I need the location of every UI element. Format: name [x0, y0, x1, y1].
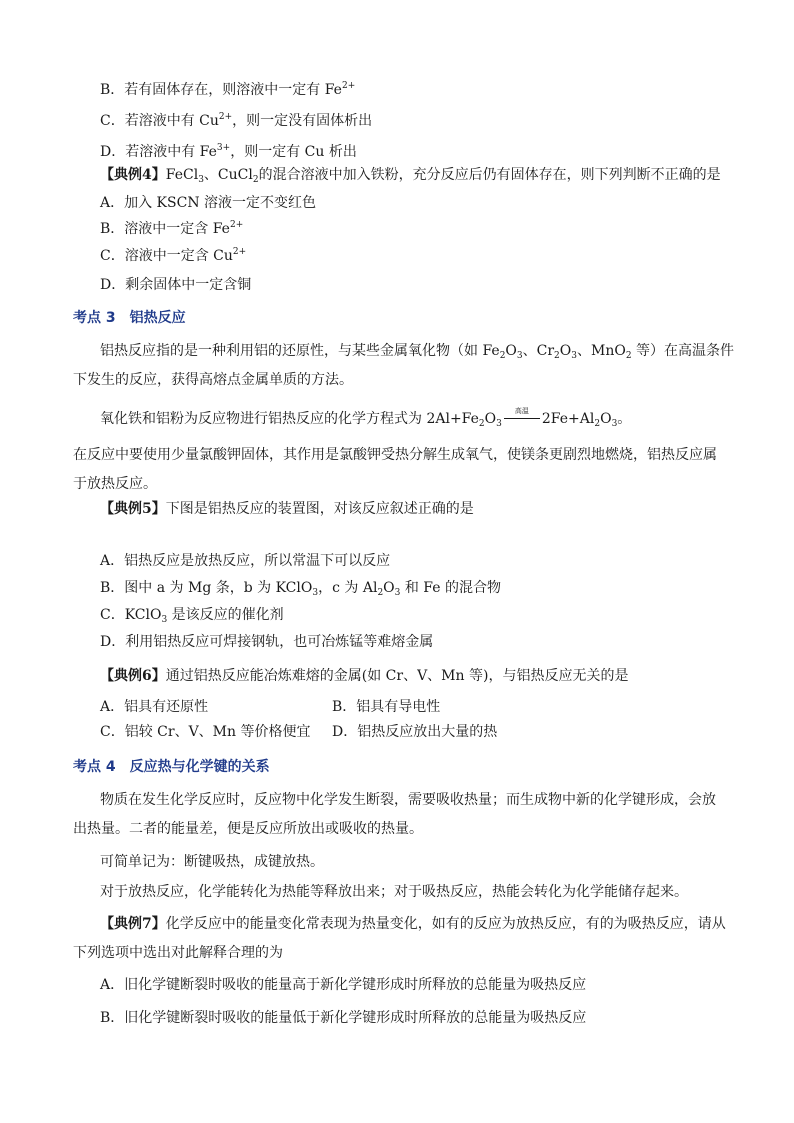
- option-text: D．若溶液中有 Fe: [100, 144, 217, 160]
- superscript: 2+: [232, 247, 247, 257]
- reaction-condition-arrow: [502, 409, 542, 429]
- superscript: 2+: [229, 220, 244, 230]
- subscript: 3: [611, 419, 618, 429]
- example-6-option-b: B．铝具有导电性: [332, 699, 441, 715]
- subscript: 3: [198, 175, 204, 185]
- section-3-paragraph-1-line-1: [100, 341, 734, 361]
- example-7-stem-line-1: [100, 914, 726, 934]
- section-4-paragraph-3: 对于放热反应，化学能转化为热能等释放出来；对于吸热反应，热能会转化为化学能储存起来。: [100, 884, 688, 900]
- text: O: [559, 343, 572, 359]
- example-5-option-b: [100, 578, 501, 598]
- example-4-option-a: A．加入 KSCN 溶液一定不变红色: [100, 195, 317, 211]
- example-6-option-c: C．铝较 Cr、V、Mn 等价格便宜: [100, 724, 311, 740]
- section-4-paragraph-1-line-2: 出热量。二者的能量差，便是反应所放出或吸收的热量。: [73, 821, 423, 837]
- text: 、MnO: [577, 343, 626, 359]
- option-text: B．溶液中一定含 Fe: [100, 221, 230, 237]
- section-3-equation-line: [100, 409, 631, 429]
- section-title: 铝热反应: [129, 310, 186, 326]
- example-7-stem-line-2: 下列选项中选出对此解释合理的为: [73, 945, 283, 961]
- option-text-post: ，则一定有 Cu 析出: [230, 144, 357, 160]
- subscript: 2: [554, 351, 560, 361]
- text: O: [484, 411, 497, 427]
- example-tag: 【典例4】: [100, 167, 166, 183]
- option-text: C．溶液中一定含 Cu: [100, 248, 233, 264]
- example-6-stem: [100, 666, 628, 686]
- subscript: 3: [516, 351, 523, 361]
- text: O: [600, 411, 612, 427]
- stem-part: FeCl: [165, 167, 199, 183]
- subscript: 3: [496, 419, 502, 429]
- example-tag: 【典例6】: [100, 668, 166, 684]
- superscript: 3+: [216, 143, 231, 153]
- example-6-option-d: D．铝热反应放出大量的热: [332, 724, 498, 740]
- section-number: 考点 3: [73, 310, 116, 326]
- example-7-option-b: B．旧化学键断裂时吸收的能量低于新化学键形成时所释放的总能量为吸热反应: [100, 1010, 587, 1026]
- section-3-paragraph-3-line-2: 于放热反应。: [73, 476, 157, 492]
- section-title: 反应热与化学键的关系: [129, 759, 270, 775]
- stem-part: 、CuCl: [203, 167, 253, 183]
- example-4-option-b: [100, 219, 243, 239]
- text: 和 Fe 的混合物: [400, 580, 501, 596]
- text: 2Fe+Al: [541, 411, 595, 427]
- option-text: B．若有固体存在，则溶液中一定有 Fe: [100, 82, 342, 98]
- section-3-paragraph-3-line-1: 在反应中要使用少量氯酸钾固体，其作用是氯酸钾受热分解生成氧气，使镁条更剧烈地燃烧，铝热反应属: [73, 447, 717, 463]
- stem-text: 通过铝热反应能冶炼难熔的金属(如 Cr、V、Mn 等)，与铝热反应无关的是: [165, 668, 629, 684]
- example-6-option-a: A．铝具有还原性: [100, 699, 209, 715]
- text: O: [383, 580, 395, 596]
- text: 氧化铁和铝粉为反应物进行铝热反应的化学方程式为 2Al+Fe: [100, 411, 479, 427]
- example-tag: 【典例7】: [100, 916, 166, 932]
- text: O: [505, 343, 517, 359]
- subscript: 2: [252, 175, 259, 185]
- subscript: 3: [312, 588, 319, 598]
- text: 。: [617, 411, 632, 427]
- example-5-option-c: [100, 605, 284, 625]
- section-3-paragraph-1-line-2: 下发生的反应，获得高熔点金属单质的方法。: [73, 372, 353, 388]
- text: 是该反应的催化剂: [167, 607, 284, 623]
- example-4-stem: [100, 165, 721, 185]
- subscript: 2: [377, 588, 384, 598]
- option-text-post: ，则一定没有固体析出: [232, 113, 373, 129]
- text: 铝热反应指的是一种利用铝的还原性，与某些金属氧化物（如 Fe: [100, 343, 500, 359]
- stem-text: 化学反应中的能量变化常表现为热量变化，如有的反应为放热反应，有的为吸热反应，请从: [165, 916, 726, 932]
- example-7-option-a: A．旧化学键断裂时吸收的能量高于新化学键形成时所释放的总能量为吸热反应: [100, 977, 587, 993]
- example-5-option-d: D．利用铝热反应可焊接钢轨，也可冶炼锰等难熔金属: [100, 634, 434, 650]
- subscript: 3: [161, 615, 168, 625]
- example-tag: 【典例5】: [100, 501, 166, 517]
- section-4-paragraph-1-line-1: 物质在发生化学反应时，反应物中化学发生断裂，需要吸收热量；而生成物中新的化学键形成，会放: [100, 792, 716, 808]
- option-text: C．若溶液中有 Cu: [100, 113, 219, 129]
- section-3-heading: [73, 308, 186, 328]
- option-d-prev: [100, 142, 357, 162]
- example-4-option-c: [100, 246, 246, 266]
- stem-part: 的混合溶液中加入铁粉，充分反应后仍有固体存在，则下列判断不正确的是: [258, 167, 721, 183]
- subscript: 2: [594, 419, 601, 429]
- example-5-stem: [100, 499, 474, 519]
- subscript: 3: [394, 588, 401, 598]
- equals-bar: [504, 418, 540, 419]
- subscript: 3: [571, 351, 577, 361]
- subscript: 2: [499, 351, 506, 361]
- stem-text: 下图是铝热反应的装置图，对该反应叙述正确的是: [165, 501, 474, 517]
- text: 、Cr: [522, 343, 555, 359]
- example-4-option-d: D．剩余固体中一定含铜: [100, 277, 252, 293]
- superscript: 2+: [341, 81, 356, 91]
- section-4-heading: [73, 757, 270, 777]
- text: B．图中 a 为 Mg 条，b 为 KClO: [100, 580, 313, 596]
- text: ，c 为 Al: [318, 580, 378, 596]
- section-4-paragraph-2: 可简单记为：断键吸热，成键放热。: [100, 854, 324, 870]
- example-5-option-a: A．铝热反应是放热反应，所以常温下可以反应: [100, 553, 391, 569]
- superscript: 2+: [218, 112, 233, 122]
- option-c-prev: [100, 111, 372, 131]
- subscript: 2: [625, 351, 632, 361]
- reaction-condition-label: 高温: [514, 407, 529, 415]
- section-number: 考点 4: [73, 759, 116, 775]
- subscript: 2: [478, 419, 485, 429]
- text: C．KClO: [100, 607, 162, 623]
- text: 等）在高温条件: [631, 343, 735, 359]
- option-b-prev: [100, 80, 355, 100]
